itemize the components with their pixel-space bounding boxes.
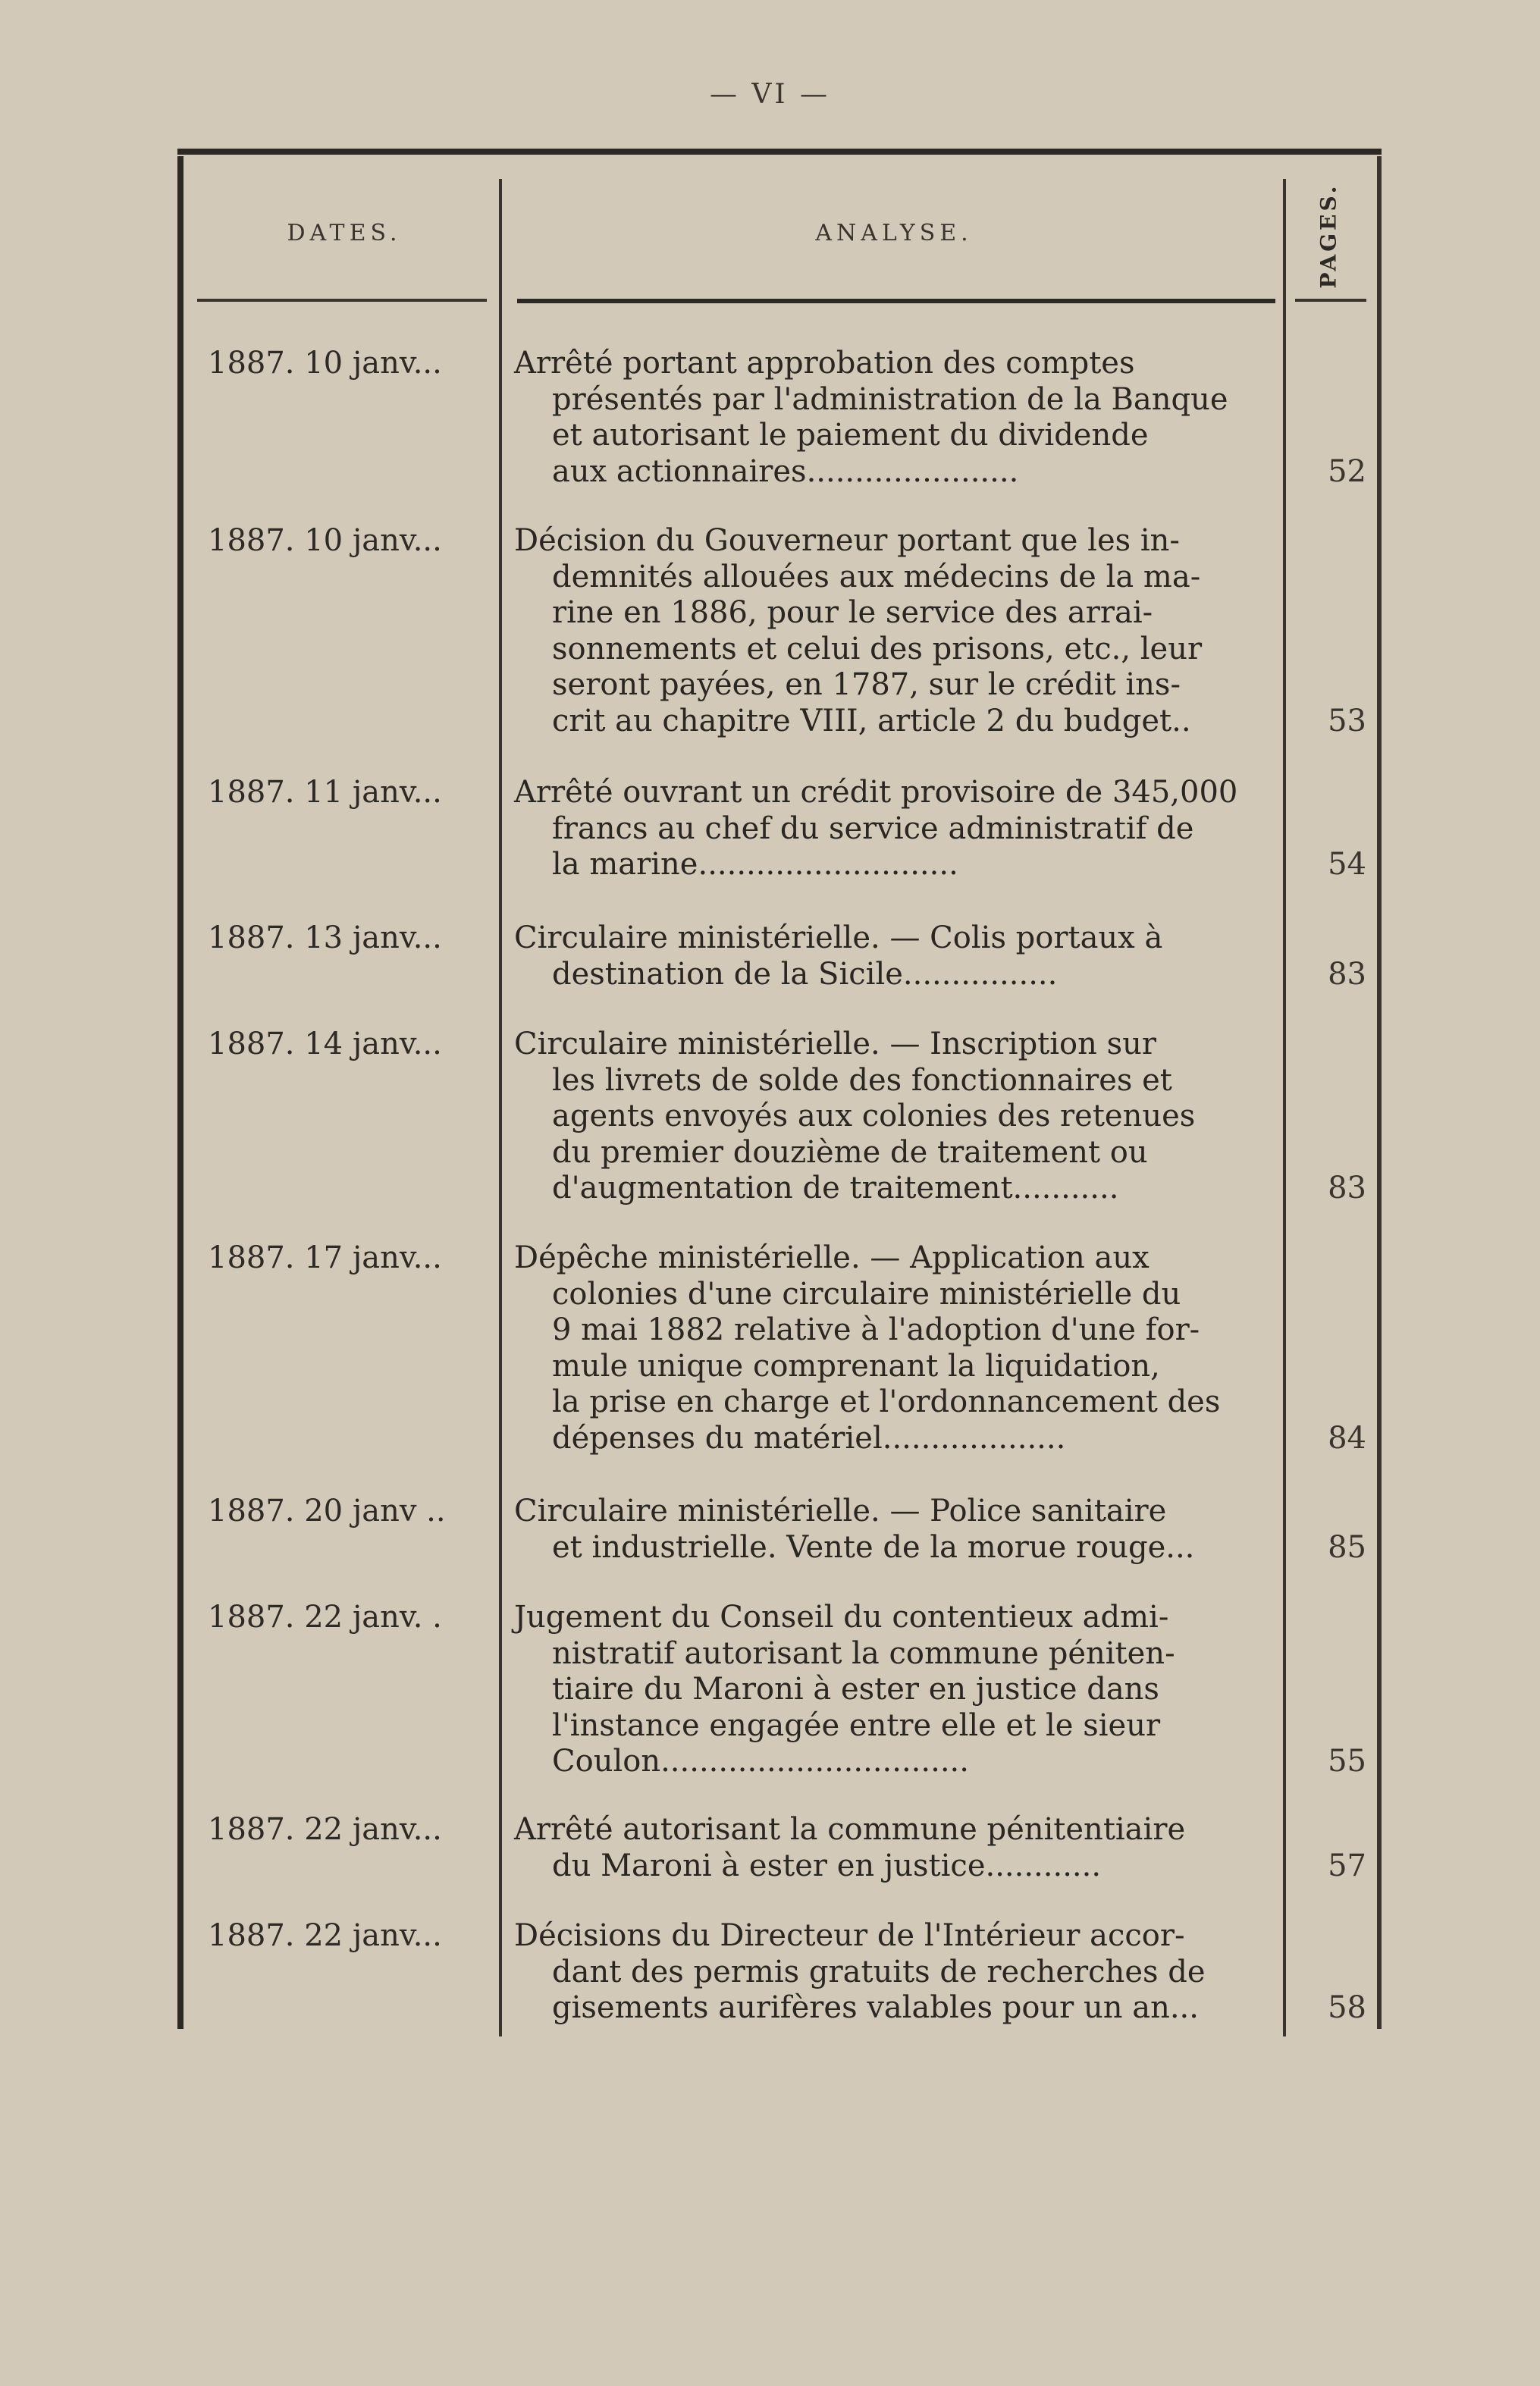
entry-analysis-line: Arrêté autorisant la commune pénitentiaire (514, 1812, 1186, 1847)
entry-analysis-line: Circulaire ministérielle. — Inscription sur (514, 1027, 1157, 1061)
entry-date: 1887. 10 janv... (208, 346, 442, 381)
entry-analysis-line: du Maroni à ester en justice............ (552, 1848, 1102, 1883)
header-rule-dates (197, 299, 487, 302)
table-right-border (1377, 156, 1382, 2029)
entry-analysis-line: Dépêche ministérielle. — Application aux (514, 1240, 1150, 1275)
entry-date: 1887. 22 janv... (208, 1812, 442, 1847)
entry-analysis (514, 1027, 1275, 1207)
entry-date: 1887. 13 janv... (208, 920, 442, 955)
entry-analysis-line: rine en 1886, pour le service des arrai- (552, 595, 1153, 630)
entry-analysis-line: tiaire du Maroni à ester en justice dans (552, 1672, 1159, 1707)
entry-analysis-line: du premier douzième de traitement ou (552, 1134, 1148, 1170)
entry-analysis-line: aux actionnaires...................... (552, 453, 1019, 489)
entry-analysis-line: l'instance engagée entre elle et le sieur (552, 1707, 1161, 1743)
entry-analysis-line: présentés par l'administration de la Banque (552, 381, 1228, 417)
column-header-dates: DATES. (287, 220, 402, 246)
entry-page-number: 53 (1328, 703, 1366, 738)
entry-analysis-line: les livrets de solde des fonctionnaires et (552, 1062, 1172, 1098)
entry-analysis (514, 1240, 1275, 1456)
table-top-rule (177, 149, 1382, 155)
entry-page-number: 84 (1328, 1420, 1366, 1456)
header-rule-analyse (517, 299, 1275, 303)
entry-analysis-line: gisements aurifères valables pour un an... (552, 1990, 1199, 2025)
entry-analysis-line: Jugement du Conseil du contentieux admi- (514, 1600, 1169, 1635)
entry-page-number: 55 (1328, 1744, 1366, 1779)
entry-analysis-line: dépenses du matériel................... (552, 1420, 1066, 1456)
column-divider-dates (499, 179, 502, 2036)
column-header-pages: PAGES. (1316, 183, 1341, 289)
table-left-border (177, 156, 183, 2029)
entry-analysis-line: Arrêté ouvrant un crédit provisoire de 345,000 (514, 775, 1238, 810)
entry-page-number: 83 (1328, 956, 1366, 992)
entry-analysis-line: francs au chef du service administratif de (552, 810, 1194, 846)
entry-analysis-line: Décisions du Directeur de l'Intérieur accor- (514, 1918, 1185, 1953)
entry-analysis-line: Circulaire ministérielle. — Colis portaux à (514, 920, 1163, 955)
entry-analysis-line: demnités allouées aux médecins de la ma- (552, 559, 1201, 594)
entry-date: 1887. 22 janv... (208, 1918, 442, 1953)
entry-analysis-line: et industrielle. Vente de la morue rouge... (552, 1529, 1195, 1565)
entry-analysis-line: et autorisant le paiement du dividende (552, 418, 1149, 453)
entry-date: 1887. 10 janv... (208, 523, 442, 558)
entry-analysis-line: d'augmentation de traitement........... (552, 1171, 1119, 1206)
entry-page-number: 52 (1328, 453, 1366, 489)
entry-analysis-line: colonies d'une circulaire ministérielle du (552, 1276, 1181, 1312)
entry-analysis (514, 1600, 1275, 1780)
entry-analysis (514, 523, 1275, 739)
entry-analysis-line: Décision du Gouverneur portant que les in- (514, 523, 1180, 558)
entry-analysis-line: crit au chapitre VIII, article 2 du budget.. (552, 703, 1191, 738)
entry-analysis-line: dant des permis gratuits de recherches de (552, 1954, 1206, 1989)
entry-date: 1887. 14 janv... (208, 1027, 442, 1061)
entry-analysis-line: nistratif autorisant la commune péniten- (552, 1635, 1175, 1671)
entry-page-number: 85 (1328, 1529, 1366, 1565)
entry-analysis (514, 1494, 1275, 1566)
entry-page-number: 83 (1328, 1171, 1366, 1206)
page-header: — VI — (709, 79, 831, 110)
entry-date: 1887. 17 janv... (208, 1240, 442, 1275)
entry-date: 1887. 11 janv... (208, 775, 442, 810)
entry-date: 1887. 20 janv .. (208, 1494, 446, 1528)
column-header-analyse: ANALYSE. (815, 220, 973, 246)
entry-analysis (514, 346, 1275, 490)
entry-analysis (514, 1918, 1275, 2027)
entry-analysis-line: sonnements et celui des prisons, etc., leur (552, 631, 1203, 666)
entry-analysis-line: Arrêté portant approbation des comptes (514, 346, 1135, 381)
entry-analysis-line: destination de la Sicile................ (552, 956, 1058, 992)
header-rule-pages (1295, 299, 1366, 302)
entry-analysis-line: Coulon................................ (552, 1744, 969, 1779)
entry-analysis-line: seront payées, en 1787, sur le crédit ins- (552, 667, 1181, 702)
entry-analysis-line: agents envoyés aux colonies des retenues (552, 1099, 1196, 1133)
entry-analysis-line: la prise en charge et l'ordonnancement des (552, 1384, 1221, 1419)
entry-page-number: 54 (1328, 847, 1366, 882)
entry-analysis (514, 775, 1275, 883)
entry-analysis (514, 1812, 1275, 1884)
index-table (177, 149, 1382, 2029)
entry-analysis-line: 9 mai 1882 relative à l'adoption d'une for- (552, 1312, 1200, 1347)
entry-analysis-line: mule unique comprenant la liquidation, (552, 1348, 1160, 1384)
entry-date: 1887. 22 janv. . (208, 1600, 442, 1635)
column-divider-pages (1283, 179, 1286, 2036)
entry-analysis-line: la marine........................... (552, 847, 958, 882)
entry-analysis (514, 920, 1275, 992)
entry-page-number: 58 (1328, 1990, 1366, 2025)
entry-page-number: 57 (1328, 1848, 1366, 1883)
entry-analysis-line: Circulaire ministérielle. — Police sanitaire (514, 1494, 1167, 1528)
